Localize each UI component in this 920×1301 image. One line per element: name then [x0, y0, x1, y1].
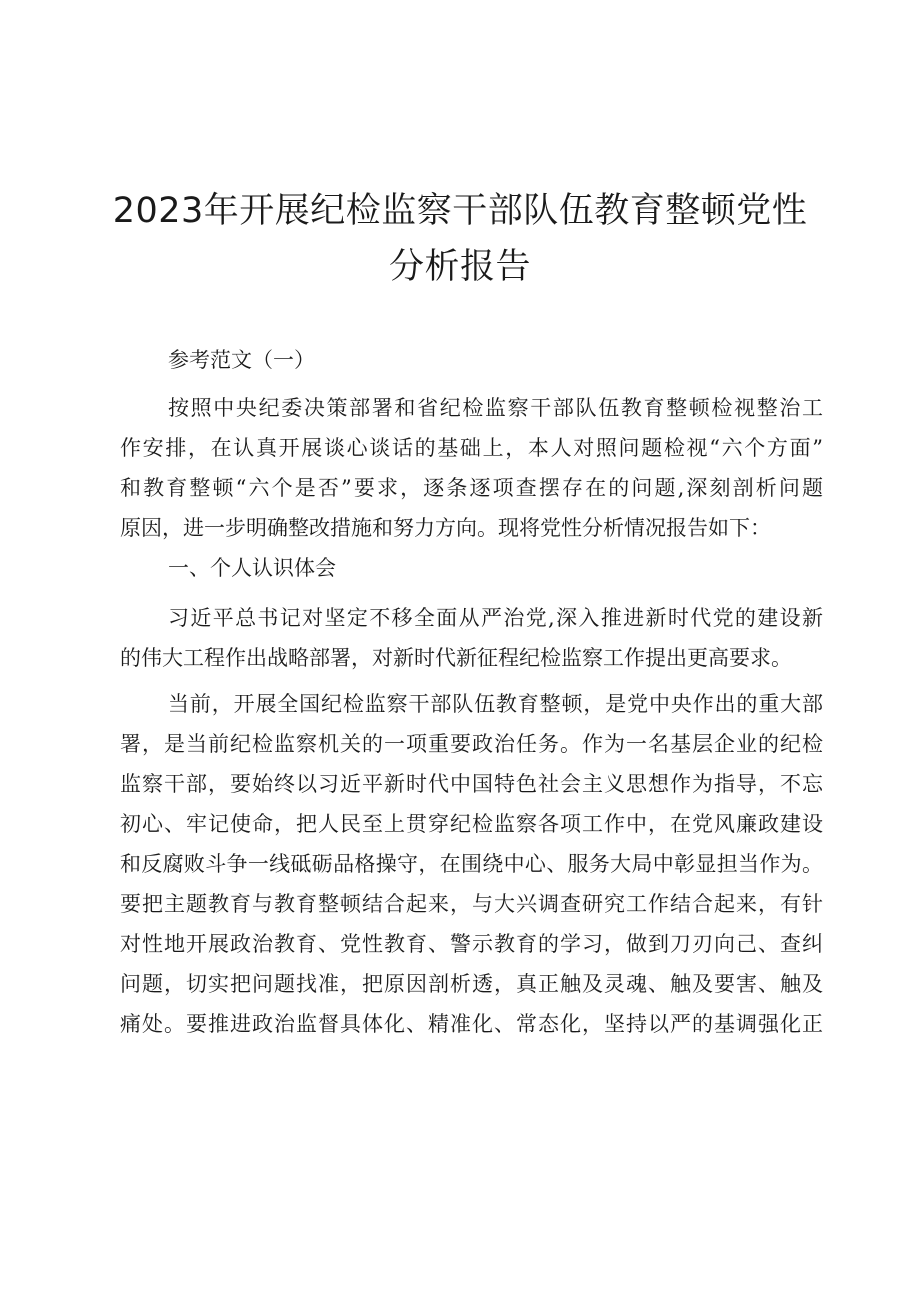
- para2-line: 痛处。要推进政治监督具体化、精准化、常态化，坚持以严的基调强化正: [120, 1012, 823, 1036]
- para2-line: 当前，开展全国纪检监察干部队伍教育整顿，是党中央作出的重大部: [168, 692, 823, 716]
- spacer: [120, 380, 823, 388]
- document-body: [120, 340, 823, 1044]
- para2-line: 初心、牢记使命，把人民至上贯穿纪检监察各项工作中，在党风廉政建设: [120, 812, 823, 836]
- para2-line: 要把主题教育与教育整顿结合起来，与大兴调查研究工作结合起来，有针: [120, 892, 823, 916]
- para2-line: 对性地开展政治教育、党性教育、警示教育的学习，做到刀刃向己、查纠: [120, 932, 823, 956]
- para2-line: 问题，切实把问题找准，把原因剖析透，真正触及灵魂、触及要害、触及: [120, 972, 823, 996]
- document-title: [90, 183, 830, 295]
- intro-line: 原因，进一步明确整改措施和努力方向。现将党性分析情况报告如下：: [120, 516, 771, 540]
- para2-line: 署，是当前纪检监察机关的一项重要政治任务。作为一名基层企业的纪检: [120, 732, 823, 756]
- section-heading-1: 一、个人认识体会: [168, 556, 336, 580]
- para2-line: 和反腐败斗争一线砥砺品格操守，在围绕中心、服务大局中彰显担当作为。: [120, 852, 823, 876]
- title-line-2: 分析报告: [388, 247, 531, 287]
- para2-line: 监察干部，要始终以习近平新时代中国特色社会主义思想作为指导，不忘: [120, 772, 823, 796]
- para1-line: 的伟大工程作出战略部署，对新时代新征程纪检监察工作提出更高要求。: [120, 646, 792, 670]
- reference-label: 参考范文（一）: [168, 348, 315, 372]
- title-line-1: 2023年开展纪检监察干部队伍教育整顿党性: [112, 191, 808, 231]
- para1-line: 习近平总书记对坚定不移全面从严治党,深入推进新时代党的建设新: [168, 606, 823, 630]
- intro-line: 和教育整顿“六个是否”要求，逐条逐项查摆存在的问题,深刻剖析问题: [120, 476, 823, 500]
- spacer: [120, 590, 823, 598]
- intro-line: 作安排，在认真开展谈心谈话的基础上，本人对照问题检视“六个方面”: [120, 436, 823, 460]
- intro-line: 按照中央纪委决策部署和省纪检监察干部队伍教育整顿检视整治工: [168, 396, 823, 420]
